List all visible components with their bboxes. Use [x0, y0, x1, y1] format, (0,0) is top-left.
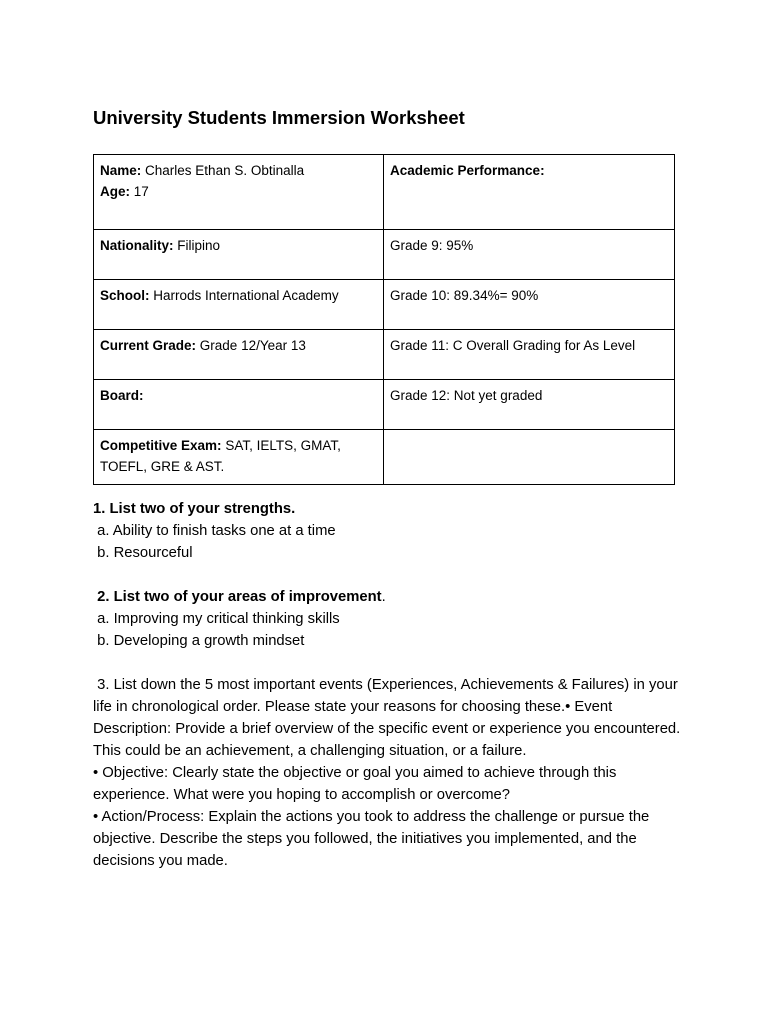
- school-value: Harrods International Academy: [153, 288, 339, 303]
- improvement-b: b. Developing a growth mindset: [97, 633, 305, 649]
- improvement-a: a. Improving my critical thinking skills: [97, 611, 340, 627]
- student-info-table: [93, 154, 675, 485]
- grade-12-cell: Grade 12: Not yet graded: [384, 380, 675, 430]
- current-grade-value: Grade 12/Year 13: [199, 338, 306, 353]
- strength-b: b. Resourceful: [97, 545, 193, 561]
- current-grade-cell: [94, 330, 384, 380]
- table-row: [94, 155, 675, 230]
- question-3-objective: • Objective: Clearly state the objective or goal you aimed to achieve through this experience. What were you hoping to accomplish or overcome?: [93, 765, 617, 803]
- table-row: [94, 280, 675, 330]
- name-value: Charles Ethan S. Obtinalla: [145, 163, 305, 178]
- age-value: 17: [133, 184, 149, 199]
- grade-11-cell: Grade 11: C Overall Grading for As Level: [384, 330, 675, 380]
- name-label: Name:: [100, 163, 142, 178]
- competitive-exam-cell: [94, 430, 384, 485]
- question-1-heading: 1. List two of your strengths.: [93, 501, 296, 517]
- question-2-heading: 2. List two of your areas of improvement: [97, 589, 382, 605]
- nationality-value: Filipino: [177, 238, 221, 253]
- age-label: Age:: [100, 184, 130, 199]
- school-label: School:: [100, 288, 150, 303]
- board-label: Board:: [100, 388, 144, 403]
- grade-10-cell: Grade 10: 89.34%= 90%: [384, 280, 675, 330]
- academic-performance-cell: [384, 155, 675, 230]
- empty-cell: [384, 430, 675, 485]
- board-cell: [94, 380, 384, 430]
- page-title: University Students Immersion Worksheet: [93, 107, 465, 128]
- competitive-exam-value: SAT, IELTS, GMAT, TOEFL, GRE & AST.: [100, 438, 341, 474]
- question-3-text: [93, 674, 683, 762]
- worksheet-questions: [93, 498, 683, 872]
- list-item: [93, 630, 683, 652]
- academic-performance-label: Academic Performance:: [390, 163, 545, 178]
- table-row: [94, 330, 675, 380]
- list-item: [93, 608, 683, 630]
- question-2-heading-line: [93, 586, 683, 608]
- table-row: [94, 380, 675, 430]
- table-row: [94, 230, 675, 280]
- nationality-label: Nationality:: [100, 238, 174, 253]
- nationality-cell: [94, 230, 384, 280]
- question-3-prompt: 3. List down the 5 most important events (Experiences, Achievements & Failures) in your life in chronological order. Please state your reasons for choosing these.• Event Description: Provide a brief overview of the specific event or experience you encountered. This could be an achievement, a challenging situation, or a failure.: [93, 677, 681, 759]
- name-age-cell: [94, 155, 384, 230]
- table-row: [94, 430, 675, 485]
- school-cell: [94, 280, 384, 330]
- strength-a: a. Ability to finish tasks one at a time: [97, 523, 336, 539]
- question-2-heading-suffix: .: [381, 589, 386, 605]
- question-3-action: • Action/Process: Explain the actions you took to address the challenge or pursue the objective. Describe the steps you followed, the initiatives you implemented, and the decisions you made.: [93, 809, 650, 869]
- current-grade-label: Current Grade:: [100, 338, 197, 353]
- list-item: [93, 542, 683, 564]
- list-item: [93, 520, 683, 542]
- grade-9-cell: Grade 9: 95%: [384, 230, 675, 280]
- competitive-exam-label: Competitive Exam:: [100, 438, 222, 453]
